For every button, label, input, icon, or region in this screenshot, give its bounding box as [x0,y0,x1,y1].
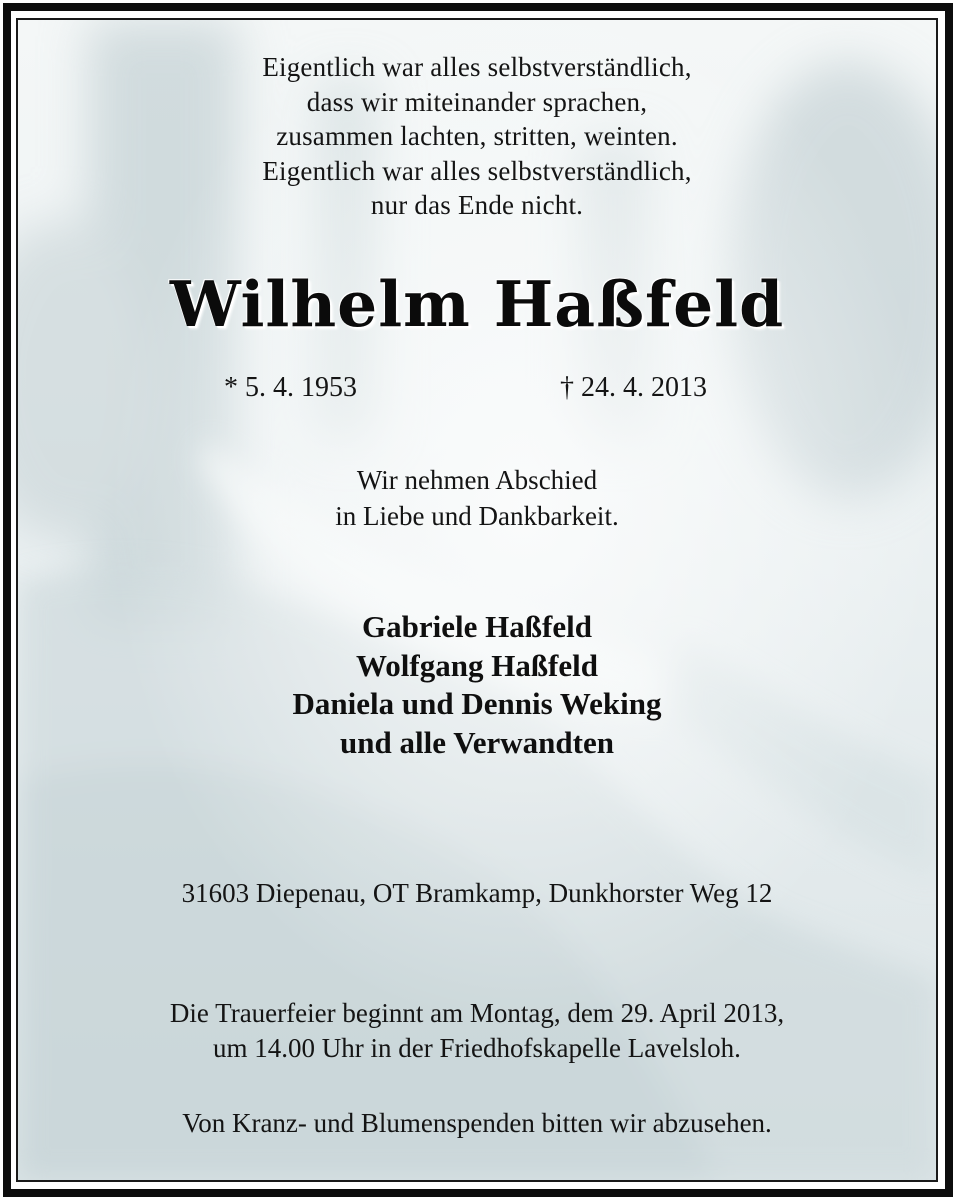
farewell-message [18,462,936,534]
notice-text [18,20,936,1180]
farewell-line: in Liebe und Dankbarkeit. [335,501,619,531]
ceremony-line: um 14.00 Uhr in der Friedhofskapelle Lavelsloh. [213,1032,741,1063]
poem-line: zusammen lachten, stritten, weinten. [276,121,678,151]
mourner: Daniela und Dennis Weking [292,686,662,721]
family-address: 31603 Diepenau, OT Bramkamp, Dunkhorster Weg 12 [181,878,773,908]
poem-line: nur das Ende nicht. [370,190,584,220]
poem-line: Eigentlich war alles selbstverständlich, [262,155,692,186]
ceremony-line: Die Trauerfeier beginnt am Montag, dem 29. April 2013, [169,998,785,1028]
poem-line: dass wir miteinander sprachen, [306,86,648,117]
mourner: und alle Verwandten [340,724,614,760]
deceased-name: Wilhelm Haßfeld [169,267,785,341]
mourner: Gabriele Haßfeld [362,609,592,644]
farewell-line: Wir nehmen Abschied [356,465,598,495]
death-date: † 24. 4. 2013 [560,372,707,403]
mourner: Wolfgang Haßfeld [355,647,598,683]
mourners-list [18,608,936,762]
inner-border [16,18,938,1182]
flowers-request: Von Kranz- und Blumenspenden bitten wir abzusehen. [182,1108,772,1138]
life-dates [18,368,936,408]
birth-date: * 5. 4. 1953 [224,372,357,403]
funeral-ceremony-info [18,996,936,1065]
poem [18,50,936,223]
poem-line: Eigentlich war alles selbstverständlich, [262,52,692,82]
